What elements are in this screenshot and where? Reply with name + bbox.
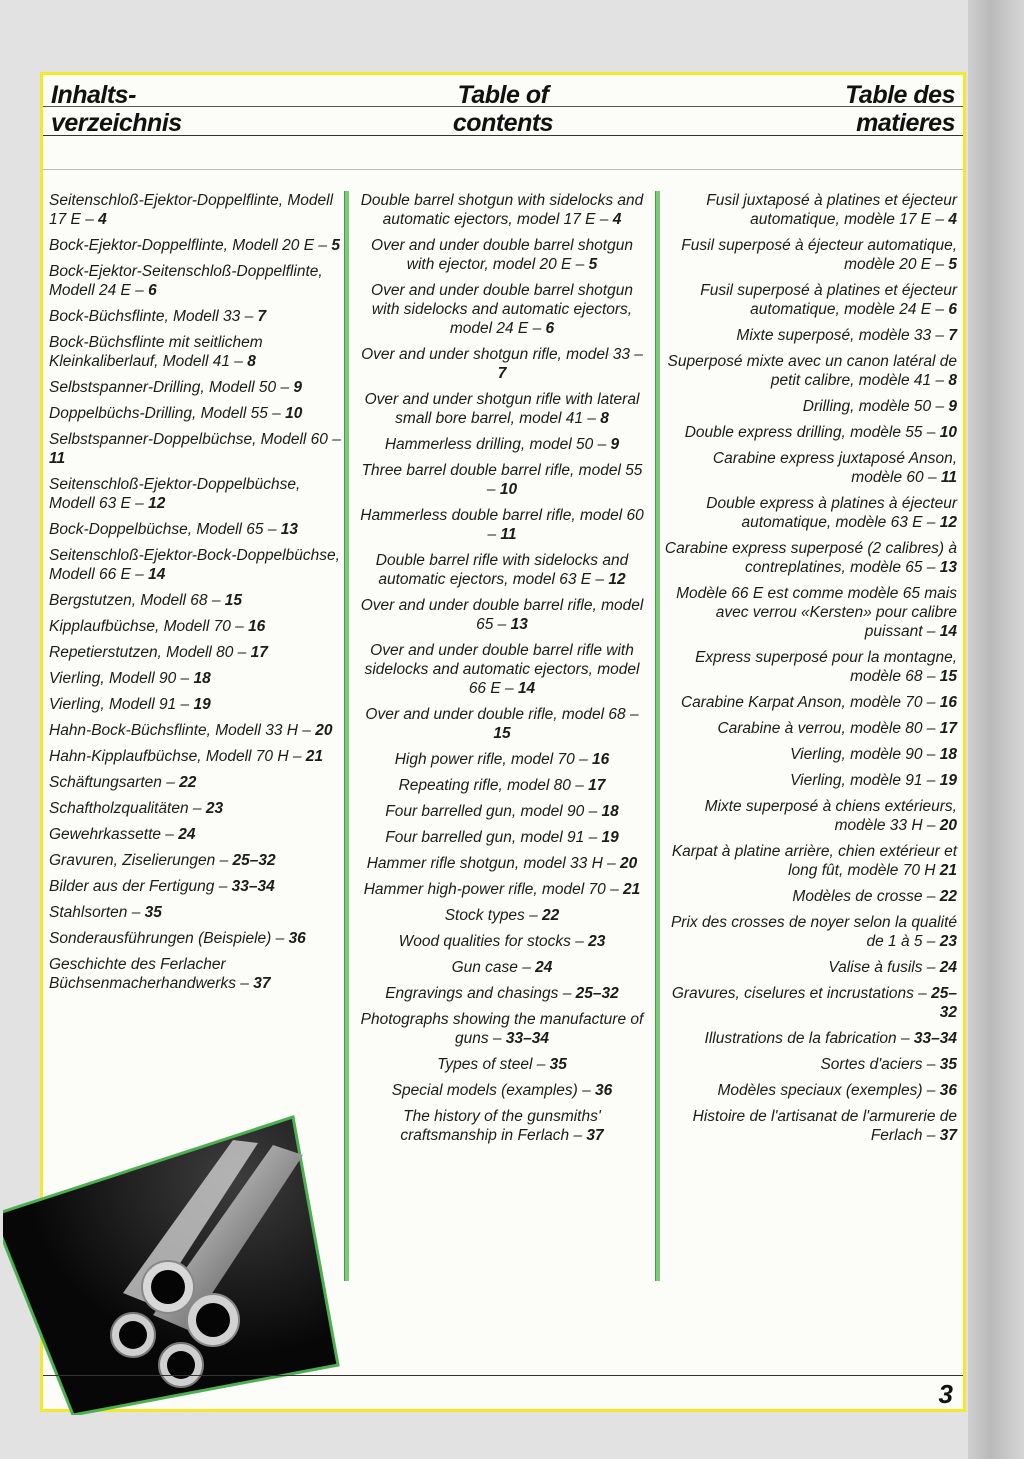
toc-entry-title: Over and under double barrel rifle, model 65 – (360, 597, 644, 633)
toc-entry-title: Carabine express juxtaposé Anson, modèle 60 – (712, 450, 957, 486)
toc-entry-page: 18 (939, 746, 957, 763)
toc-entry-page: 8 (948, 372, 957, 389)
toc-entry-page: 16 (592, 751, 610, 768)
english-toc-entry (356, 880, 648, 899)
german-toc-entry (49, 520, 347, 539)
toc-entry-title: Over and under double barrel shotgun with sidelocks and automatic ejectors, model 24 E – (371, 282, 633, 337)
toc-entry-title: Repeating rifle, model 80 – (398, 777, 584, 794)
english-toc-entry (356, 1055, 648, 1074)
toc-entry-page: 25–32 (575, 985, 619, 1002)
toc-entry-title: Gun case – (451, 959, 531, 976)
toc-entry-title: Valise à fusils – (828, 959, 936, 976)
toc-entry-page: 15 (224, 592, 243, 609)
header-french-line1: Table des (845, 81, 955, 109)
toc-entry-title: Bock-Büchsflinte mit seitlichem Kleinkaliberlauf, Modell 41 – (49, 334, 263, 370)
english-contents-column (356, 191, 648, 1152)
toc-entry-title: Bock-Ejektor-Seitenschloß-Doppelflinte, Modell 24 E – (49, 263, 323, 299)
toc-entry-title: Engravings and chasings – (385, 985, 572, 1002)
toc-entry-page: 18 (601, 803, 619, 820)
french-contents-column (661, 191, 957, 1152)
toc-entry-page: 7 (948, 327, 957, 344)
french-toc-entry (661, 745, 957, 764)
toc-entry-title: Gravures, ciselures et incrustations – (671, 985, 927, 1002)
french-toc-entry (661, 887, 957, 906)
toc-entry-title: Bilder aus der Fertigung – (49, 878, 228, 895)
toc-entry-page: 20 (939, 817, 957, 834)
toc-entry-title: Selbstspanner-Drilling, Modell 50 – (49, 379, 290, 396)
toc-entry-title: Illustrations de la fabrication – (704, 1030, 910, 1047)
toc-entry-title: Fusil juxtaposé à platines et éjecteur automatique, modèle 17 E – (706, 192, 957, 228)
page-edge-shadow (968, 0, 1024, 1459)
toc-entry-title: Over and under double barrel shotgun with ejector, model 20 E – (371, 237, 633, 273)
french-toc-entry (661, 494, 957, 532)
header-french (845, 81, 955, 137)
german-toc-entry (49, 546, 347, 584)
header-middle-rule (43, 106, 963, 107)
header-english-line2: contents (452, 109, 554, 137)
french-toc-entry (661, 958, 957, 977)
toc-entry-page: 19 (939, 772, 957, 789)
german-toc-entry (49, 721, 347, 740)
toc-entry-page: 7 (257, 308, 267, 325)
french-toc-entry (661, 1029, 957, 1048)
toc-entry-page: 5 (331, 237, 340, 254)
toc-entry-page: 37 (586, 1127, 604, 1144)
french-toc-entry (661, 984, 957, 1022)
toc-entry-page: 6 (148, 282, 157, 299)
toc-entry-title: Double barrel rifle with sidelocks and automatic ejectors, model 63 E – (375, 552, 629, 588)
toc-entry-page: 19 (601, 829, 619, 846)
german-toc-entry (49, 591, 347, 610)
toc-entry-title: Superposé mixte avec un canon latéral de petit calibre, modèle 41 – (667, 353, 957, 389)
toc-entry-page: 24 (535, 959, 553, 976)
english-toc-entry (356, 984, 648, 1003)
toc-entry-title: Four barrelled gun, model 90 – (385, 803, 598, 820)
toc-entry-page: 4 (612, 211, 622, 228)
toc-entry-title: Vierling, Modell 91 – (49, 696, 190, 713)
header-german-line2: verzeichnis (51, 109, 182, 137)
toc-entry-page: 25–32 (931, 985, 957, 1021)
english-toc-entry (356, 345, 648, 383)
german-toc-entry (49, 643, 347, 662)
english-toc-entry (356, 506, 648, 544)
toc-entry-title: Modèles de crosse – (792, 888, 936, 905)
toc-entry-page: 12 (939, 514, 957, 531)
toc-entry-page: 18 (193, 670, 211, 687)
toc-entry-page: 7 (497, 365, 507, 382)
toc-entry-page: 10 (285, 405, 303, 422)
toc-entry-page: 9 (610, 436, 620, 453)
toc-entry-page: 21 (623, 881, 641, 898)
german-toc-entry (49, 955, 347, 993)
toc-entry-page: 10 (939, 424, 957, 441)
english-toc-entry (356, 641, 648, 698)
toc-entry-page: 17 (588, 777, 606, 794)
toc-entry-page: 17 (939, 720, 957, 737)
page-number: 3 (938, 1379, 953, 1409)
toc-entry-page: 33–34 (505, 1030, 549, 1047)
german-toc-entry (49, 773, 347, 792)
toc-entry-page: 14 (939, 623, 957, 640)
english-toc-entry (356, 776, 648, 795)
toc-entry-title: Vierling, Modell 90 – (49, 670, 190, 687)
header-bottom-rule (43, 135, 963, 136)
toc-entry-page: 6 (948, 301, 957, 318)
toc-entry-page: 23 (939, 933, 957, 950)
toc-entry-title: Histoire de l'artisanat de l'armurerie de Ferlach – (692, 1108, 957, 1144)
toc-entry-page: 22 (179, 774, 197, 791)
toc-entry-page: 37 (253, 975, 271, 992)
toc-entry-page: 23 (205, 800, 224, 817)
toc-entry-title: The history of the gunsmiths' craftsmanship in Ferlach – (400, 1108, 601, 1144)
toc-entry-title: Wood qualities for stocks – (398, 933, 584, 950)
german-toc-entry (49, 191, 347, 229)
french-toc-entry (661, 397, 957, 416)
toc-entry-title: Special models (examples) – (391, 1082, 591, 1099)
french-toc-entry (661, 539, 957, 577)
french-toc-entry (661, 797, 957, 835)
german-toc-entry (49, 430, 347, 468)
toc-entry-title: Fusil superposé à éjecteur automatique, modèle 20 E – (681, 237, 957, 273)
header-english-line1: Table of (457, 81, 549, 109)
toc-entry-page: 22 (542, 907, 560, 924)
toc-entry-title: Over and under shotgun rifle, model 33 – (361, 346, 643, 363)
french-toc-entry (661, 352, 957, 390)
toc-entry-title: Seitenschloß-Ejektor-Doppelflinte, Modell 17 E – (49, 192, 334, 228)
toc-entry-page: 11 (940, 469, 957, 486)
toc-entry-title: Hammer high-power rifle, model 70 – (363, 881, 619, 898)
toc-entry-title: Modèle 66 E est comme modèle 65 mais avec verrou «Kersten» pour calibre puissant – (676, 585, 957, 640)
english-toc-entry (356, 828, 648, 847)
column-divider-2 (655, 191, 660, 1281)
german-toc-entry (49, 475, 347, 513)
english-toc-entry (356, 1107, 648, 1145)
french-toc-entry (661, 693, 957, 712)
toc-entry-page: 21 (939, 862, 957, 879)
header-english (423, 81, 583, 137)
toc-entry-title: Hammerless drilling, model 50 – (384, 436, 607, 453)
toc-entry-page: 13 (939, 559, 957, 576)
english-toc-entry (356, 390, 648, 428)
toc-entry-title: Prix des crosses de noyer selon la qualité de 1 à 5 – (670, 914, 957, 950)
toc-entry-title: Karpat à platine arrière, chien extérieur et long fût, modèle 70 H (671, 843, 957, 879)
german-toc-entry (49, 404, 347, 423)
english-toc-entry (356, 802, 648, 821)
toc-entry-page: 25–32 (232, 852, 276, 869)
toc-entry-title: Vierling, modèle 90 – (790, 746, 936, 763)
toc-entry-page: 10 (499, 481, 518, 498)
toc-entry-page: 19 (193, 696, 211, 713)
toc-entry-title: Vierling, modèle 91 – (790, 772, 936, 789)
toc-entry-title: Sortes d'aciers – (820, 1056, 936, 1073)
toc-entry-page: 8 (600, 410, 609, 427)
toc-entry-page: 11 (49, 450, 66, 467)
toc-entry-title: Fusil superposé à platines et éjecteur automatique, modèle 24 E – (700, 282, 957, 318)
toc-entry-title: Repetierstutzen, Modell 80 – (49, 644, 247, 661)
toc-entry-page: 9 (948, 398, 957, 415)
toc-entry-title: Hahn-Kipplaufbüchse, Modell 70 H – (49, 748, 302, 765)
english-toc-entry (356, 281, 648, 338)
toc-entry-page: 21 (305, 748, 324, 765)
toc-entry-page: 35 (939, 1056, 957, 1073)
toc-entry-title: Types of steel – (437, 1056, 546, 1073)
toc-entry-title: Three barrel double barrel rifle, model 55 – (361, 462, 643, 498)
german-toc-entry (49, 307, 347, 326)
german-toc-entry (49, 333, 347, 371)
english-toc-entry (356, 236, 648, 274)
french-toc-entry (661, 719, 957, 738)
german-toc-entry (49, 669, 347, 688)
toc-entry-title: Carabine à verrou, modèle 80 – (717, 720, 936, 737)
toc-entry-page: 13 (280, 521, 299, 538)
toc-entry-title: Stahlsorten – (49, 904, 141, 921)
toc-entry-title: Bergstutzen, Modell 68 – (49, 592, 221, 609)
header-french-line2: matieres (856, 109, 955, 137)
toc-entry-page: 6 (545, 320, 555, 337)
toc-entry-title: Kipplaufbüchse, Modell 70 – (49, 618, 244, 635)
toc-entry-title: Bock-Büchsflinte, Modell 33 – (49, 308, 254, 325)
toc-entry-title: Mixte superposé, modèle 33 – (736, 327, 945, 344)
french-toc-entry (661, 281, 957, 319)
toc-entry-page: 37 (939, 1127, 957, 1144)
toc-entry-title: Hammerless double barrel rifle, model 60 – (360, 507, 644, 543)
french-toc-entry (661, 913, 957, 951)
toc-entry-page: 9 (293, 379, 303, 396)
french-toc-entry (661, 423, 957, 442)
toc-entry-page: 14 (148, 566, 166, 583)
french-toc-entry (661, 1107, 957, 1145)
toc-entry-page: 15 (939, 668, 957, 685)
toc-entry-page: 16 (939, 694, 957, 711)
german-toc-entry (49, 877, 347, 896)
french-toc-entry (661, 326, 957, 345)
toc-entry-page: 20 (315, 722, 333, 739)
toc-entry-page: 12 (148, 495, 166, 512)
toc-entry-title: High power rifle, model 70 – (394, 751, 588, 768)
french-toc-entry (661, 584, 957, 641)
french-toc-entry (661, 236, 957, 274)
toc-entry-title: Mixte superposé à chiens extérieurs, modèle 33 H – (704, 798, 957, 834)
toc-entry-title: Bock-Doppelbüchse, Modell 65 – (49, 521, 277, 538)
german-toc-entry (49, 929, 347, 948)
toc-entry-title: Four barrelled gun, model 91 – (385, 829, 598, 846)
shotgun-barrels-photo (3, 1115, 343, 1415)
toc-entry-title: Carabine Karpat Anson, modèle 70 – (680, 694, 936, 711)
toc-entry-page: 13 (510, 616, 528, 633)
french-toc-entry (661, 842, 957, 880)
english-toc-entry (356, 854, 648, 873)
toc-entry-page: 36 (595, 1082, 613, 1099)
toc-entry-page: 17 (250, 644, 268, 661)
toc-entry-page: 20 (620, 855, 638, 872)
english-toc-entry (356, 958, 648, 977)
toc-entry-title: Schaftholzqualitäten – (49, 800, 202, 817)
toc-entry-page: 24 (178, 826, 196, 843)
header-german-line1: Inhalts- (51, 81, 136, 109)
footer-rule (43, 1375, 963, 1376)
toc-entry-title: Over and under double barrel rifle with sidelocks and automatic ejectors, model 66 E – (364, 642, 640, 697)
german-toc-entry (49, 903, 347, 922)
english-toc-entry (356, 932, 648, 951)
toc-entry-title: Photographs showing the manufacture of guns – (360, 1011, 644, 1047)
english-toc-entry (356, 191, 648, 229)
english-toc-entry (356, 1081, 648, 1100)
german-toc-entry (49, 236, 347, 255)
toc-entry-title: Hammer rifle shotgun, model 33 H – (366, 855, 616, 872)
toc-entry-title: Geschichte des Ferlacher Büchsenmacherhandwerks – (49, 956, 249, 992)
english-toc-entry (356, 461, 648, 499)
toc-entry-page: 12 (608, 571, 626, 588)
toc-entry-page: 35 (549, 1056, 567, 1073)
english-toc-entry (356, 705, 648, 743)
toc-entry-page: 33–34 (231, 878, 275, 895)
toc-entry-page: 36 (939, 1082, 957, 1099)
header-german (51, 81, 182, 137)
german-contents-column (49, 191, 347, 1000)
toc-entry-title: Express superposé pour la montagne, modèle 68 – (695, 649, 957, 685)
german-toc-entry (49, 825, 347, 844)
toc-entry-page: 15 (493, 725, 511, 742)
toc-entry-title: Over and under shotgun rifle with lateral small bore barrel, model 41 – (364, 391, 640, 427)
french-toc-entry (661, 191, 957, 229)
document-page (40, 72, 966, 1412)
toc-entry-page: 5 (948, 256, 957, 273)
toc-entry-title: Stock types – (444, 907, 538, 924)
toc-entry-page: 4 (948, 211, 957, 228)
english-toc-entry (356, 596, 648, 634)
header-thin-rule (43, 169, 963, 170)
english-toc-entry (356, 435, 648, 454)
toc-entry-title: Double barrel shotgun with sidelocks and automatic ejectors, model 17 E – (360, 192, 644, 228)
toc-entry-title: Gravuren, Ziselierungen – (49, 852, 229, 869)
german-toc-entry (49, 799, 347, 818)
toc-entry-title: Carabine express superposé (2 calibres) à contreplatines, modèle 65 – (664, 540, 957, 576)
toc-entry-page: 5 (588, 256, 598, 273)
toc-entry-title: Doppelbüchs-Drilling, Modell 55 – (49, 405, 281, 422)
toc-entry-title: Over and under double rifle, model 68 – (365, 706, 639, 723)
german-toc-entry (49, 378, 347, 397)
german-toc-entry (49, 747, 347, 766)
toc-entry-title: Gewehrkassette – (49, 826, 174, 843)
toc-entry-title: Double express à platines à éjecteur automatique, modèle 63 E – (706, 495, 957, 531)
toc-entry-page: 24 (939, 959, 957, 976)
toc-entry-title: Bock-Ejektor-Doppelflinte, Modell 20 E – (49, 237, 327, 254)
toc-entry-title: Selbstspanner-Doppelbüchse, Modell 60 – (49, 431, 341, 448)
german-toc-entry (49, 262, 347, 300)
toc-entry-page: 33–34 (913, 1030, 957, 1047)
toc-entry-page: 36 (288, 930, 306, 947)
toc-entry-title: Schäftungsarten – (49, 774, 175, 791)
column-divider-1 (344, 191, 349, 1281)
french-toc-entry (661, 1055, 957, 1074)
toc-entry-page: 23 (588, 933, 606, 950)
toc-entry-page: 35 (144, 904, 162, 921)
toc-entry-title: Seitenschloß-Ejektor-Bock-Doppelbüchse, Modell 66 E – (49, 547, 340, 583)
english-toc-entry (356, 906, 648, 925)
french-toc-entry (661, 648, 957, 686)
toc-entry-title: Seitenschloß-Ejektor-Doppelbüchse, Modell 63 E – (49, 476, 301, 512)
toc-entry-title: Modèles speciaux (exemples) – (717, 1082, 936, 1099)
toc-entry-page: 16 (248, 618, 266, 635)
toc-entry-page: 22 (939, 888, 957, 905)
french-toc-entry (661, 1081, 957, 1100)
german-toc-entry (49, 851, 347, 870)
toc-entry-title: Double express drilling, modèle 55 – (684, 424, 936, 441)
english-toc-entry (356, 750, 648, 769)
toc-entry-page: 8 (247, 353, 256, 370)
french-toc-entry (661, 449, 957, 487)
english-toc-entry (356, 551, 648, 589)
german-toc-entry (49, 617, 347, 636)
french-toc-entry (661, 771, 957, 790)
english-toc-entry (356, 1010, 648, 1048)
toc-entry-page: 4 (98, 211, 107, 228)
toc-entry-title: Sonderausführungen (Beispiele) – (49, 930, 285, 947)
toc-entry-title: Hahn-Bock-Büchsflinte, Modell 33 H – (49, 722, 311, 739)
toc-entry-page: 11 (500, 526, 517, 543)
german-toc-entry (49, 695, 347, 714)
toc-entry-page: 14 (517, 680, 536, 697)
toc-entry-title: Drilling, modèle 50 – (802, 398, 945, 415)
